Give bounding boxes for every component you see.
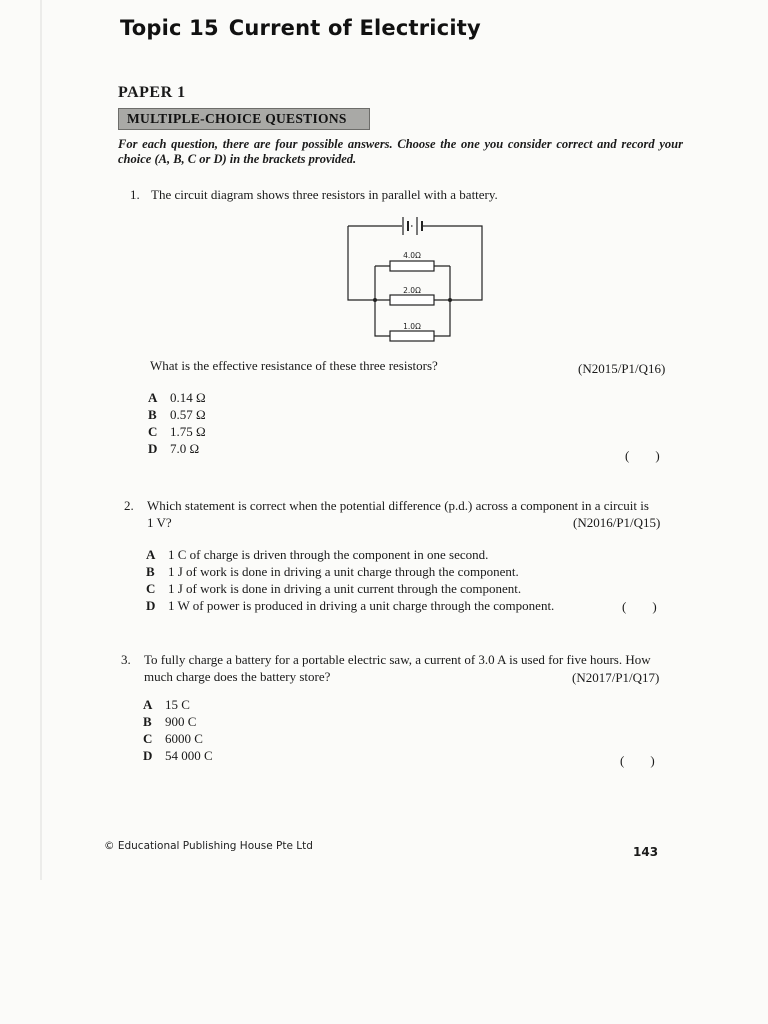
option-c: C 6000 C — [143, 731, 203, 746]
option-a: A 0.14 Ω — [148, 390, 206, 405]
question-2-reference: (N2016/P1/Q15) — [573, 515, 661, 530]
option-d: D 54 000 C — [143, 748, 213, 763]
question-text: The circuit diagram shows three resistors in parallel with a battery. — [151, 187, 498, 202]
option-d: D 1 W of power is produced in driving a unit charge through the component. — [146, 598, 555, 613]
answer-bracket-1[interactable]: ( ) — [625, 448, 660, 463]
question-text: To fully charge a battery for a portable electric saw, a current of 3.0 A is used for five hours. How much charge does the battery store? — [144, 652, 651, 684]
option-d: D 7.0 Ω — [148, 441, 200, 456]
resistor-label-4: 4.0Ω — [403, 251, 421, 260]
copyright-notice: © Educational Publishing House Pte Ltd — [104, 840, 313, 852]
topic-number: Topic 15 — [120, 16, 219, 40]
answer-bracket-3[interactable]: ( ) — [620, 753, 655, 768]
topic-title: Current of Electricity — [228, 16, 481, 40]
option-b: B 0.57 Ω — [148, 407, 206, 422]
option-c: C 1 J of work is done in driving a unit current through the component. — [146, 581, 522, 596]
resistor-label-2: 2.0Ω — [403, 286, 421, 295]
paper-heading: PAPER 1 — [118, 84, 186, 101]
resistor-label-1: 1.0Ω — [403, 322, 421, 331]
option-a: A 15 C — [143, 697, 190, 712]
question-1-reference: (N2015/P1/Q16) — [578, 361, 666, 376]
option-a: A 1 C of charge is driven through the component in one second. — [146, 547, 489, 562]
page-title — [120, 16, 481, 40]
resistor-2-ohm — [390, 295, 434, 305]
section-title: MULTIPLE-CHOICE QUESTIONS — [127, 111, 347, 126]
option-b: B 1 J of work is done in driving a unit charge through the component. — [146, 564, 519, 579]
question-text: Which statement is correct when the potential difference (p.d.) across a component in a circuit is 1 V? — [147, 498, 649, 530]
section-banner — [118, 108, 370, 130]
question-number: 1. — [130, 187, 140, 202]
instructions: For each question, there are four possible answers. Choose the one you consider correct and record your choice (A, B, C or D) in the brackets provided. — [118, 137, 683, 166]
page-number: 143 — [633, 845, 659, 859]
question-number: 2. — [124, 498, 134, 513]
option-b: B 900 C — [143, 714, 197, 729]
question-1-subquestion: What is the effective resistance of these three resistors? — [150, 358, 438, 373]
resistor-4-ohm — [390, 261, 434, 271]
answer-bracket-2[interactable]: ( ) — [622, 599, 657, 614]
resistor-1-ohm — [390, 331, 434, 341]
circuit-diagram — [340, 208, 490, 348]
page-edge-shadow — [40, 0, 42, 880]
question-3-reference: (N2017/P1/Q17) — [572, 670, 660, 685]
question-number: 3. — [121, 652, 131, 667]
option-c: C 1.75 Ω — [148, 424, 206, 439]
